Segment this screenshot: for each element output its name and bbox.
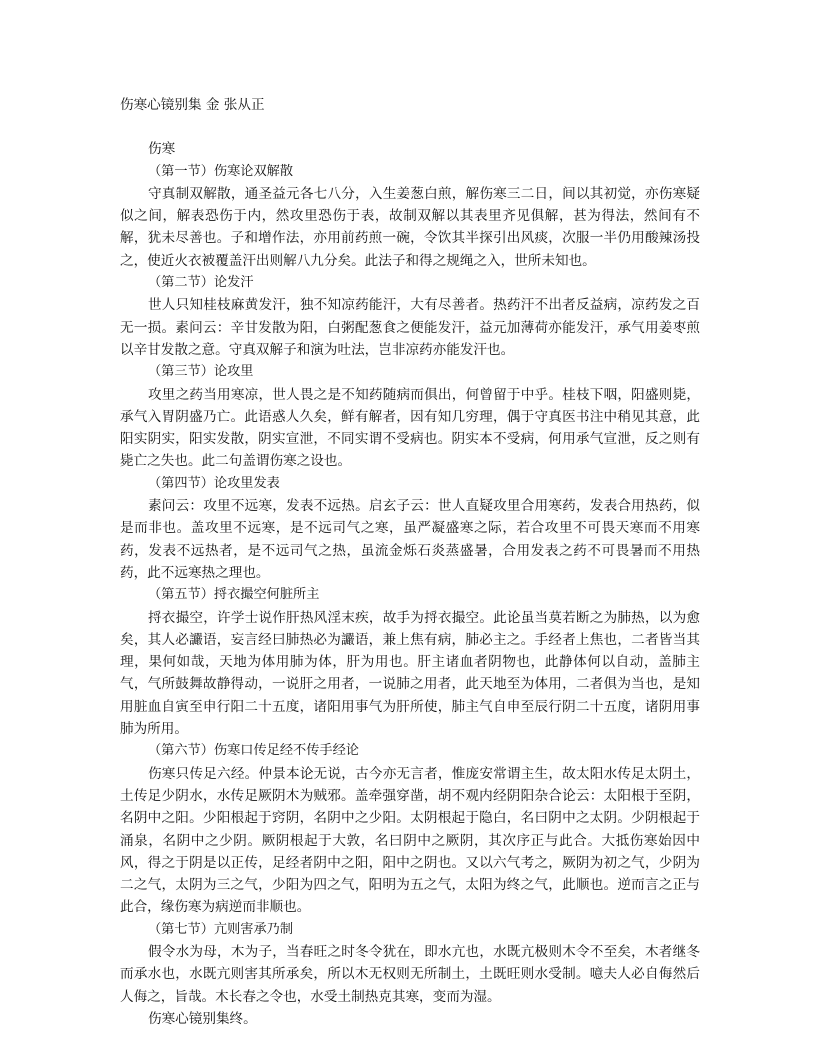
- section-heading-4: （第四节）论攻里发表: [148, 475, 280, 491]
- section-heading-1: （第一节）伤寒论双解散: [148, 163, 294, 179]
- document-title: 伤寒心镜别集 金 张从正: [120, 97, 265, 113]
- section-body-5: 捋衣撮空，许学士说作肝热风淫末疾，故手为捋衣撮空。此论虽当莫若断之为肺热，以为愈矣，其人必讝语，妄言经曰肺热必为讝语，兼上焦有病，肺必主之。手经者上焦也，二者皆当其理，果何如哉，天地为体用肺为体，肝为用也。肝主诸血者阴物也，此静体何以自动，盖肺主气，气所鼓舞故静得动，一说肝之用者，一说肺之用者，此天地至为体用，二者俱为当也，是知用脏血自寅至申行阳二十五度，诸阳用事气为肝所使，肺主气自申至辰行阴二十五度，诸阴用事肺为所用。: [120, 609, 700, 738]
- section-body-1: 守真制双解散，通圣益元各七八分，入生姜葱白煎，解伤寒三二日，间以其初觉，亦伤寒疑似之间，解表恐伤于内，然攻里恐伤于表，故制双解以其表里齐见俱解，甚为得法，然间有不解，犹未尽善也。子和增作法，亦用前药煎一碗，令饮其半探引出风痰，次服一半仍用酸辣汤投之，使近火衣被覆盖汗出则解八九分矣。此法子和得之规绳之入，世所未知也。: [120, 185, 700, 269]
- section-body-6: 伤寒只传足六经。仲景本论无说，古今亦无言者，惟庞安常谓主生，故太阳水传足太阴土，土传足少阴水，水传足厥阴木为贼邪。盖牵强穿凿，胡不观内经阴阳杂合论云：太阳根于至阴，名阴中之阳。少阳根起于窍阴，名阴中之少阳。太阴根起于隐白，名曰阴中之太阴。少阴根起于涌泉，名阴中之少阴。厥阴根起于大敦，名曰阴中之厥阴，其次序正与此合。大抵伤寒始因中风，得之于阴是以正传，足经者阴中之阳，阳中之阴也。又以六气考之，厥阴为初之气，少阴为二之气，太阴为三之气，少阳为四之气，阳明为五之气，太阳为终之气，此顺也。逆而言之正与此合，缘伤寒为病逆而非顺也。: [120, 765, 700, 916]
- section-heading-2: （第二节）论发汗: [148, 275, 254, 291]
- section-body-3: 攻里之药当用寒凉，世人畏之是不知药随病而俱出，何曾留于中乎。桂枝下咽，阳盛则毙，承气入胃阴盛乃亡。此语惑人久矣，鲜有解者，因有知几穷理，偶于守真医书注中稍见其意，此阳实阴实，阳实发散，阴实宣泄，不同实谓不受病也。阴实本不受病，何用承气宣泄，反之则有毙亡之失也。此二句盖谓伤寒之设也。: [120, 386, 700, 470]
- section-heading-5: （第五节）捋衣撮空何脏所主: [148, 587, 320, 603]
- document-page: [120, 94, 700, 1030]
- section-body-7: 假令水为母，木为子，当春旺之时冬令犹在，即水亢也，水既亢极则木令不至矣，木者继冬而承水也，水既亢则害其所承矣，所以木无权则无所制土，土既旺则水受制。噫夫人必自侮然后人侮之，旨哉。木长春之令也，水受土制热克其寒，变而为湿。: [120, 943, 700, 1005]
- section-heading-7: （第七节）亢则害承乃制: [148, 921, 294, 937]
- chapter-title: 伤寒: [148, 141, 176, 158]
- document-closing: 伤寒心镜别集终。: [148, 1010, 257, 1027]
- section-heading-3: （第三节）论攻里: [148, 364, 254, 380]
- section-heading-6: （第六节）伤寒口传足经不传手经论: [148, 743, 359, 759]
- section-body-2: 世人只知桂枝麻黄发汗，独不知凉药能汗，大有尽善者。热药汗不出者反益病，凉药发之百无一损。素问云：辛甘发散为阳，白粥配葱食之便能发汗，益元加薄荷亦能发汗，承气用姜枣煎以辛甘发散之意。守真双解子和演为吐法，岂非凉药亦能发汗也。: [120, 297, 700, 358]
- section-body-4: 素问云：攻里不远寒，发表不远热。启玄子云：世人直疑攻里合用寒药，发表合用热药，似是而非也。盖攻里不远寒，是不远司气之寒，虽严凝盛寒之际，若合攻里不可畏天寒而不用寒药，发表不远热者，是不远司气之热，虽流金烁石炎蒸盛暑，合用发表之药不可畏暑而不用热药，此不远寒热之理也。: [120, 498, 700, 581]
